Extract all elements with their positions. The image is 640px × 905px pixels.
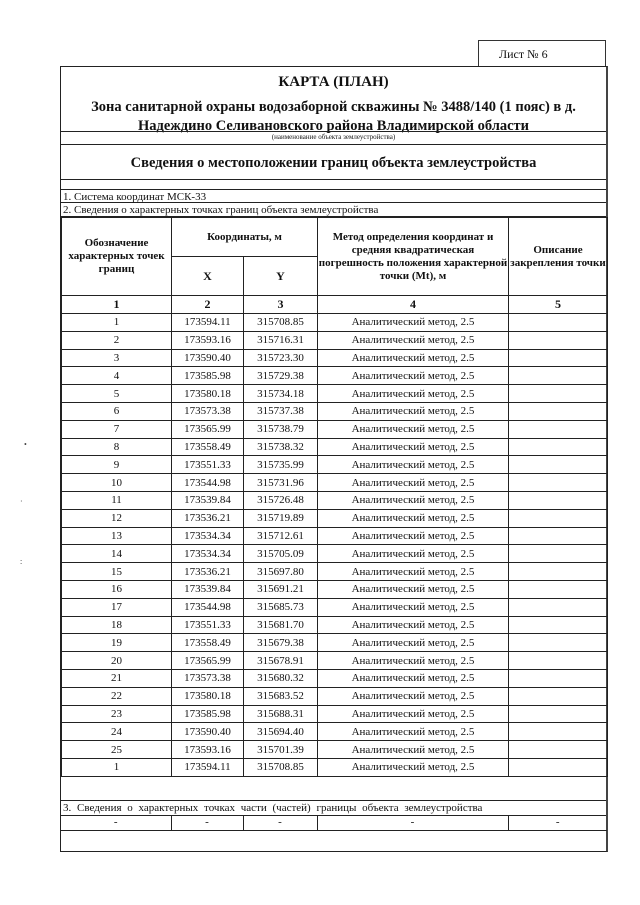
cell-x: 173573.38 (172, 402, 244, 420)
cell-x: 173594.11 (172, 758, 244, 776)
cell-point: 4 (62, 367, 172, 385)
cell-y: 315685.73 (244, 598, 318, 616)
cell-y: 315729.38 (244, 367, 318, 385)
cell-x: 173551.33 (172, 456, 244, 474)
cell-y: 315719.89 (244, 509, 318, 527)
cell-desc (509, 385, 608, 403)
cell-method: Аналитический метод, 2.5 (318, 545, 509, 563)
cell-desc (509, 420, 608, 438)
cell-x: 173536.21 (172, 563, 244, 581)
header-point: Обозначение характерных точек границ (62, 218, 172, 296)
cell-x: 173544.98 (172, 598, 244, 616)
cell-point: 1 (62, 314, 172, 332)
cell-method: Аналитический метод, 2.5 (318, 652, 509, 670)
cell-y: 315723.30 (244, 349, 318, 367)
coordinate-system: 1. Система координат МСК-33 (61, 189, 606, 203)
cell-y: 315688.31 (244, 705, 318, 723)
document-frame (60, 66, 608, 852)
scan-artifact: · (20, 497, 23, 506)
cell-desc (509, 438, 608, 456)
column-number: 3 (244, 296, 318, 314)
table-row (62, 598, 608, 616)
table-row (62, 331, 608, 349)
cell-method: Аналитический метод, 2.5 (318, 331, 509, 349)
table-cell: - (243, 815, 317, 831)
cell-x: 173565.99 (172, 652, 244, 670)
table-row (62, 491, 608, 509)
cell-y: 315738.32 (244, 438, 318, 456)
cell-point: 20 (62, 652, 172, 670)
cell-desc (509, 598, 608, 616)
cell-x: 173558.49 (172, 634, 244, 652)
cell-x: 173590.40 (172, 723, 244, 741)
table-row (62, 758, 608, 776)
cell-y: 315708.85 (244, 758, 318, 776)
subtitle-line-2: Надеждино Селивановского района Владимирской области (137, 118, 530, 134)
scan-artifact: : (20, 557, 23, 566)
cell-desc (509, 456, 608, 474)
cell-method: Аналитический метод, 2.5 (318, 580, 509, 598)
cell-method: Аналитический метод, 2.5 (318, 723, 509, 741)
cell-point: 2 (62, 331, 172, 349)
cell-x: 173593.16 (172, 331, 244, 349)
cell-point: 14 (62, 545, 172, 563)
cell-method: Аналитический метод, 2.5 (318, 741, 509, 759)
cell-desc (509, 349, 608, 367)
cell-x: 173590.40 (172, 349, 244, 367)
cell-point: 18 (62, 616, 172, 634)
cell-y: 315716.31 (244, 331, 318, 349)
cell-method: Аналитический метод, 2.5 (318, 491, 509, 509)
table-row (62, 741, 608, 759)
cell-y: 315712.61 (244, 527, 318, 545)
cell-y: 315701.39 (244, 741, 318, 759)
cell-point: 7 (62, 420, 172, 438)
cell-desc (509, 402, 608, 420)
column-number: 4 (318, 296, 509, 314)
cell-method: Аналитический метод, 2.5 (318, 563, 509, 581)
cell-method: Аналитический метод, 2.5 (318, 616, 509, 634)
cell-y: 315731.96 (244, 474, 318, 492)
cell-desc (509, 687, 608, 705)
table-row (62, 669, 608, 687)
table-row (62, 314, 608, 332)
cell-method: Аналитический метод, 2.5 (318, 527, 509, 545)
cell-y: 315694.40 (244, 723, 318, 741)
cell-desc (509, 491, 608, 509)
boundary-points-heading: 2. Сведения о характерных точках границ объекта землеустройства (61, 203, 606, 217)
cell-point: 9 (62, 456, 172, 474)
cell-y: 315726.48 (244, 491, 318, 509)
cell-method: Аналитический метод, 2.5 (318, 474, 509, 492)
cell-desc (509, 705, 608, 723)
cell-method: Аналитический метод, 2.5 (318, 385, 509, 403)
cell-x: 173558.49 (172, 438, 244, 456)
cell-desc (509, 580, 608, 598)
column-number: 1 (62, 296, 172, 314)
table-row (62, 705, 608, 723)
cell-x: 173585.98 (172, 367, 244, 385)
table-row (62, 545, 608, 563)
section-title: Сведения о местоположении границ объекта землеустройства (61, 147, 606, 180)
cell-desc (509, 652, 608, 670)
cell-y: 315691.21 (244, 580, 318, 598)
cell-x: 173534.34 (172, 527, 244, 545)
cell-y: 315737.38 (244, 402, 318, 420)
header-x: X (172, 257, 244, 296)
cell-method: Аналитический метод, 2.5 (318, 669, 509, 687)
header-description: Описание закрепления точки (509, 218, 608, 296)
table-row (62, 723, 608, 741)
cell-x: 173539.84 (172, 491, 244, 509)
table-row (62, 438, 608, 456)
cell-point: 8 (62, 438, 172, 456)
cell-desc (509, 331, 608, 349)
cell-x: 173544.98 (172, 474, 244, 492)
table-row (62, 385, 608, 403)
boundary-points-table (61, 217, 608, 777)
cell-point: 11 (62, 491, 172, 509)
column-number: 5 (509, 296, 608, 314)
table-cell: - (61, 815, 171, 831)
cell-x: 173585.98 (172, 705, 244, 723)
table-row (62, 687, 608, 705)
table-cell: - (317, 815, 508, 831)
cell-method: Аналитический метод, 2.5 (318, 687, 509, 705)
cell-x: 173551.33 (172, 616, 244, 634)
cell-method: Аналитический метод, 2.5 (318, 634, 509, 652)
cell-x: 173580.18 (172, 687, 244, 705)
cell-method: Аналитический метод, 2.5 (318, 705, 509, 723)
table-row (62, 616, 608, 634)
column-number: 2 (172, 296, 244, 314)
table-cell: - (171, 815, 243, 831)
object-name-caption: (наименование объекта землеустройства) (61, 131, 606, 145)
cell-y: 315681.70 (244, 616, 318, 634)
cell-y: 315738.79 (244, 420, 318, 438)
cell-desc (509, 474, 608, 492)
cell-method: Аналитический метод, 2.5 (318, 420, 509, 438)
cell-y: 315683.52 (244, 687, 318, 705)
cell-y: 315705.09 (244, 545, 318, 563)
cell-x: 173580.18 (172, 385, 244, 403)
cell-method: Аналитический метод, 2.5 (318, 402, 509, 420)
cell-y: 315734.18 (244, 385, 318, 403)
document-title: КАРТА (ПЛАН) (278, 74, 389, 90)
cell-point: 24 (62, 723, 172, 741)
part-points-table (61, 815, 607, 831)
cell-desc (509, 634, 608, 652)
cell-x: 173534.34 (172, 545, 244, 563)
sheet-number: Лист № 6 (478, 40, 606, 66)
cell-point: 6 (62, 402, 172, 420)
scan-artifact: • (24, 440, 27, 449)
table-row (62, 563, 608, 581)
cell-point: 10 (62, 474, 172, 492)
cell-point: 3 (62, 349, 172, 367)
cell-point: 16 (62, 580, 172, 598)
cell-point: 5 (62, 385, 172, 403)
cell-point: 21 (62, 669, 172, 687)
cell-method: Аналитический метод, 2.5 (318, 438, 509, 456)
cell-method: Аналитический метод, 2.5 (318, 367, 509, 385)
table-row (62, 474, 608, 492)
cell-point: 1 (62, 758, 172, 776)
table-row (62, 349, 608, 367)
cell-desc (509, 367, 608, 385)
cell-method: Аналитический метод, 2.5 (318, 598, 509, 616)
cell-point: 23 (62, 705, 172, 723)
cell-desc (509, 669, 608, 687)
cell-point: 12 (62, 509, 172, 527)
cell-desc (509, 616, 608, 634)
cell-x: 173539.84 (172, 580, 244, 598)
cell-desc (509, 545, 608, 563)
cell-point: 13 (62, 527, 172, 545)
cell-y: 315708.85 (244, 314, 318, 332)
cell-desc (509, 527, 608, 545)
cell-point: 17 (62, 598, 172, 616)
cell-desc (509, 758, 608, 776)
cell-method: Аналитический метод, 2.5 (318, 456, 509, 474)
table-cell: - (508, 815, 607, 831)
cell-y: 315678.91 (244, 652, 318, 670)
table-row (62, 456, 608, 474)
table-row (62, 580, 608, 598)
subtitle-line-1: Зона санитарной охраны водозаборной скважины № 3488/140 (1 пояс) в д. (91, 99, 576, 115)
cell-y: 315680.32 (244, 669, 318, 687)
cell-desc (509, 723, 608, 741)
header-y: Y (244, 257, 318, 296)
cell-y: 315697.80 (244, 563, 318, 581)
cell-method: Аналитический метод, 2.5 (318, 509, 509, 527)
cell-x: 173573.38 (172, 669, 244, 687)
cell-x: 173536.21 (172, 509, 244, 527)
cell-point: 22 (62, 687, 172, 705)
cell-method: Аналитический метод, 2.5 (318, 314, 509, 332)
cell-desc (509, 509, 608, 527)
table-row (62, 509, 608, 527)
cell-desc (509, 741, 608, 759)
header-coords: Координаты, м (172, 218, 318, 257)
cell-desc (509, 563, 608, 581)
header-method: Метод определения координат и средняя квадратическая погрешность положения характерной точки (Mt), м (318, 218, 509, 296)
table-row (62, 367, 608, 385)
table-row (62, 634, 608, 652)
cell-y: 315679.38 (244, 634, 318, 652)
part-points-heading: 3. Сведения о характерных точках части (частей) границы объекта землеустройства (61, 800, 606, 816)
cell-point: 15 (62, 563, 172, 581)
table-row (62, 527, 608, 545)
cell-x: 173593.16 (172, 741, 244, 759)
cell-x: 173594.11 (172, 314, 244, 332)
table-row (62, 652, 608, 670)
table-row (62, 420, 608, 438)
cell-point: 25 (62, 741, 172, 759)
cell-point: 19 (62, 634, 172, 652)
cell-x: 173565.99 (172, 420, 244, 438)
cell-method: Аналитический метод, 2.5 (318, 758, 509, 776)
cell-y: 315735.99 (244, 456, 318, 474)
table-row (62, 402, 608, 420)
cell-desc (509, 314, 608, 332)
table-row (61, 815, 607, 831)
cell-method: Аналитический метод, 2.5 (318, 349, 509, 367)
